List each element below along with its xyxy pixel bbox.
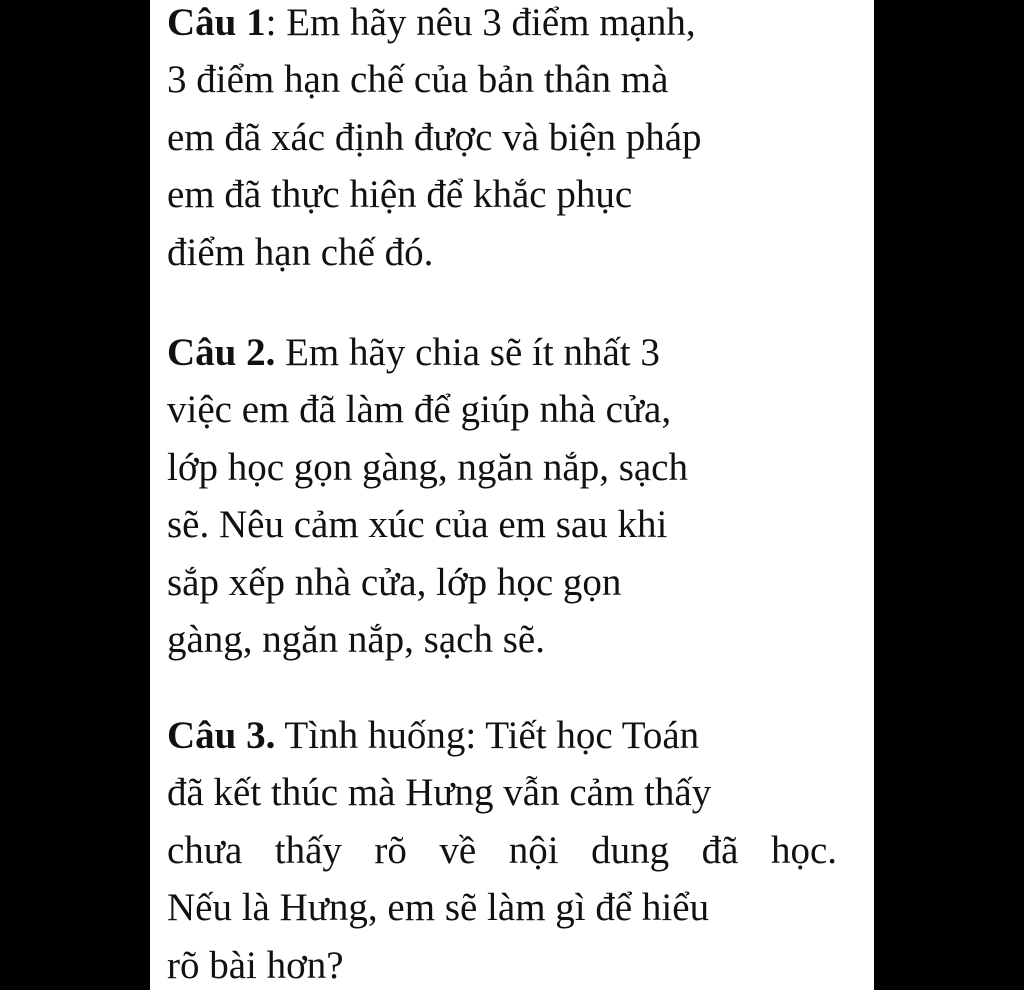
question-2-text: Em hãy chia sẽ ít nhất 3: [275, 331, 660, 374]
question-3-line-2: đã kết thúc mà Hưng vẫn cảm thấy: [167, 771, 712, 815]
question-1-line-5: điểm hạn chế đó.: [167, 230, 434, 274]
question-2-line-6: gàng, ngăn nắp, sạch sẽ.: [167, 617, 545, 661]
question-1-line-3: em đã xác định được và biện pháp: [167, 115, 702, 159]
question-2-line-3: lớp học gọn gàng, ngăn nắp, sạch: [167, 445, 688, 489]
question-2-line-1: [167, 324, 837, 381]
question-1-line-2: 3 điểm hạn chế của bản thân mà: [167, 58, 669, 102]
question-1-text: Em hãy nêu 3 điểm mạnh,: [276, 1, 696, 44]
question-2-label: Câu 2.: [167, 331, 276, 374]
question-3: [167, 707, 837, 990]
question-1-line-1: [167, 0, 837, 51]
question-1-label-suffix: :: [265, 1, 277, 44]
question-3-line-4: Nếu là Hưng, em sẽ làm gì để hiểu: [167, 886, 710, 930]
question-3-line-5: rõ bài hơn?: [167, 943, 344, 987]
question-3-line-1: [167, 707, 837, 764]
question-2-line-2: việc em đã làm để giúp nhà cửa,: [167, 388, 672, 432]
question-2-line-4: sẽ. Nêu cảm xúc của em sau khi: [167, 503, 668, 547]
question-3-line-3: chưa thấy rõ về nội dung đã học.: [167, 828, 837, 872]
question-1-line-4: em đã thực hiện để khắc phục: [167, 173, 633, 217]
question-2: [167, 324, 837, 668]
question-3-text: Tình huống: Tiết học Toán: [275, 714, 700, 757]
question-3-label: Câu 3.: [167, 714, 276, 757]
question-1-label: Câu 1: [167, 1, 266, 44]
document-page: [150, 0, 874, 990]
question-2-line-5: sắp xếp nhà cửa, lớp học gọn: [167, 560, 622, 604]
question-1: [167, 0, 837, 281]
